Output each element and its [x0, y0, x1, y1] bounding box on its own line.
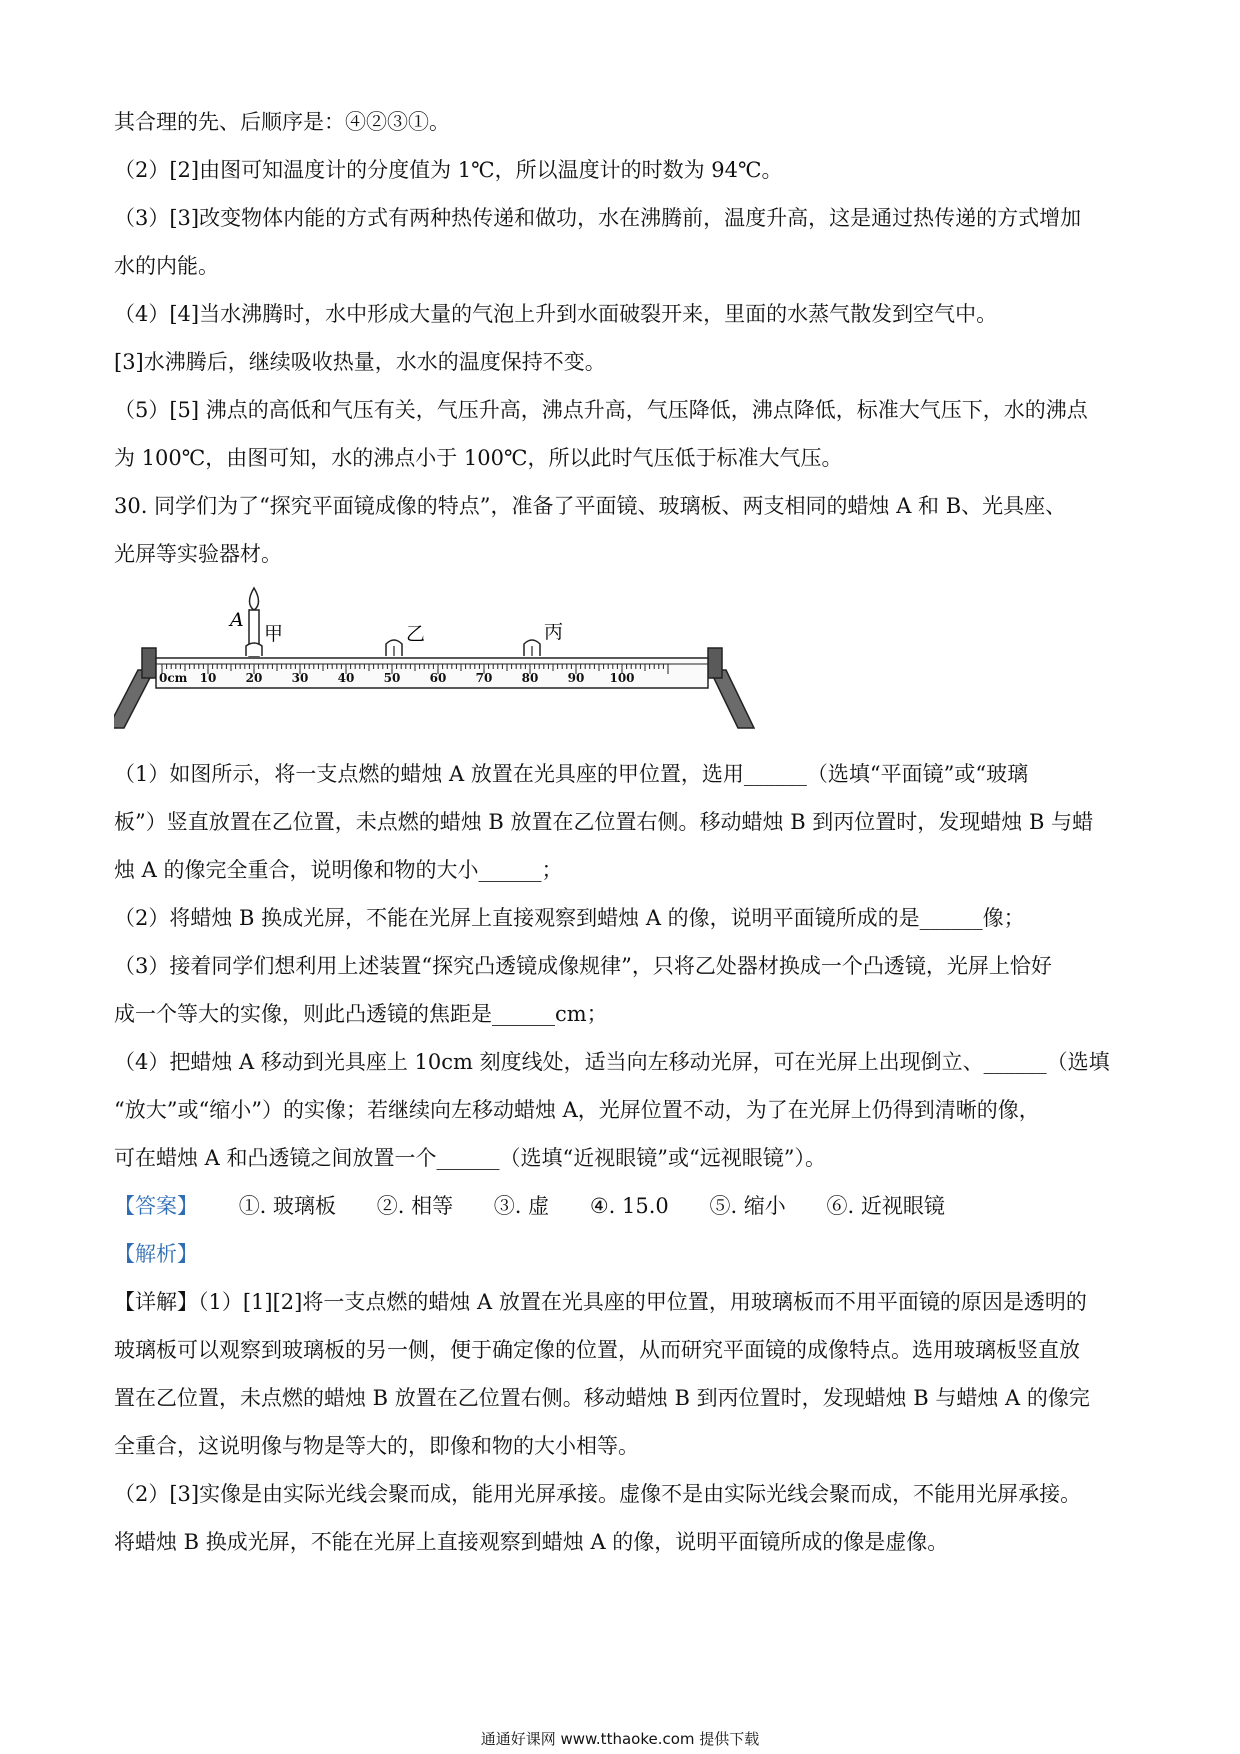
answer-item: ①. 玻璃板: [238, 1194, 337, 1218]
tick-label: 80: [521, 671, 539, 685]
answer-line: [114, 1182, 1134, 1230]
text-line: 其合理的先、后顺序是：④②③①。: [114, 110, 450, 134]
question-30-part-1-cont: 烛 A 的像完全重合，说明像和物的大小______；: [114, 858, 563, 882]
analysis-line: 将蜡烛 B 换成光屏，不能在光屏上直接观察到蜡烛 A 的像，说明平面镜所成的像是虚像。: [114, 1530, 949, 1554]
question-30-part-4: （4）把蜡烛 A 移动到光具座上 10cm 刻度线处，适当向左移动光屏，可在光屏上出现倒立、______（选填: [114, 1050, 1110, 1074]
label-bing: 丙: [544, 621, 564, 643]
page-content: [114, 98, 1134, 1566]
flame-icon: [250, 588, 259, 610]
text-line: （2）[2]由图可知温度计的分度值为 1℃，所以温度计的时数为 94℃。: [114, 158, 783, 182]
question-30-part-2: （2）将蜡烛 B 换成光屏，不能在光屏上直接观察到蜡烛 A 的像，说明平面镜所成的是______像；: [114, 906, 1025, 930]
text-line: 水的内能。: [114, 254, 219, 278]
answer-item: ⑤. 缩小: [709, 1194, 786, 1218]
page-footer: 通通好课网 www.tthaoke.com 提供下载: [480, 1730, 760, 1748]
answer-item: ②. 相等: [376, 1194, 454, 1218]
holder: [246, 643, 262, 656]
analysis-line: （2）[3]实像是由实际光线会聚而成，能用光屏承接。虚像不是由实际光线会聚而成，不能用光屏承接。: [114, 1482, 1082, 1506]
answer-item: ⑥. 近视眼镜: [826, 1194, 945, 1218]
question-30-part-3: （3）接着同学们想利用上述装置“探究凸透镜成像规律”，只将乙处器材换成一个凸透镜，光屏上恰好: [114, 954, 1052, 978]
tick-label: 90: [567, 671, 585, 685]
tick-label: 40: [337, 671, 355, 685]
tick-label: 10: [199, 671, 217, 685]
answer-item: ③. 虚: [493, 1194, 550, 1218]
candle-a: [246, 588, 262, 656]
right-end-block: [708, 648, 722, 678]
label-yi: 乙: [406, 623, 426, 645]
text-line: （3）[3]改变物体内能的方式有两种热传递和做功，水在沸腾前，温度升高，这是通过热传递的方式增加: [114, 206, 1082, 230]
text-line: 为 100℃，由图可知，水的沸点小于 100℃，所以此时气压低于标准大气压。: [114, 446, 843, 470]
question-30-part-4-cont: “放大”或“缩小”）的实像；若继续向左移动蜡烛 A，光屏位置不动，为了在光屏上仍得到清晰的像，: [114, 1098, 1040, 1122]
tick-label: 0cm: [159, 671, 188, 685]
label-jia: 甲: [264, 623, 284, 645]
tick-label: 50: [383, 671, 401, 685]
analysis-line: 【详解】（1）[1][2]将一支点燃的蜡烛 A 放置在光具座的甲位置，用玻璃板而不用平面镜的原因是透明的: [114, 1290, 1087, 1314]
tick-label: 20: [245, 671, 263, 685]
text-line: [3]水沸腾后，继续吸收热量，水水的温度保持不变。: [114, 350, 606, 374]
label-a: A: [230, 609, 244, 631]
analysis-line: 全重合，这说明像与物是等大的，即像和物的大小相等。: [114, 1434, 639, 1458]
optical-bench-diagram: [114, 580, 1134, 748]
tick-label: 100: [609, 671, 635, 685]
analysis-heading: [114, 1230, 1134, 1278]
tick-label: 30: [291, 671, 309, 685]
analysis-line: 置在乙位置，未点燃的蜡烛 B 放置在乙位置右侧。移动蜡烛 B 到丙位置时，发现蜡烛 B 与蜡烛 A 的像完: [114, 1386, 1090, 1410]
answer-tag: 【答案】: [114, 1194, 198, 1218]
question-30-stem: 30. 同学们为了“探究平面镜成像的特点”，准备了平面镜、玻璃板、两支相同的蜡烛 A 和 B、光具座、: [114, 494, 1067, 518]
analysis-tag: 【解析】: [114, 1242, 198, 1266]
answer-item: ④. 15.0: [589, 1194, 669, 1218]
tick-label: 70: [475, 671, 493, 685]
left-end-block: [142, 648, 156, 678]
text-line: （5）[5] 沸点的高低和气压有关，气压升高，沸点升高，气压降低，沸点降低，标准大气压下，水的沸点: [114, 398, 1088, 422]
optical-bench-figure: [114, 580, 1134, 748]
question-30-part-1-cont: 板”）竖直放置在乙位置，未点燃的蜡烛 B 放置在乙位置右侧。移动蜡烛 B 到丙位置时，发现蜡烛 B 与蜡: [114, 810, 1094, 834]
tick-label: 60: [429, 671, 447, 685]
question-30-part-3-cont: 成一个等大的实像，则此凸透镜的焦距是______cm；: [114, 1002, 608, 1026]
question-30-part-4-cont: 可在蜡烛 A 和凸透镜之间放置一个______（选填“近视眼镜”或“远视眼镜”）。: [114, 1146, 826, 1170]
question-30-stem-cont: 光屏等实验器材。: [114, 542, 282, 566]
analysis-line: 玻璃板可以观察到玻璃板的另一侧，便于确定像的位置，从而研究平面镜的成像特点。选用玻璃板竖直放: [114, 1338, 1080, 1362]
question-30-part-1: （1）如图所示，将一支点燃的蜡烛 A 放置在光具座的甲位置，选用______（选填“平面镜”或“玻璃: [114, 762, 1029, 786]
text-line: （4）[4]当水沸腾时，水中形成大量的气泡上升到水面破裂开来，里面的水蒸气散发到空气中。: [114, 302, 998, 326]
